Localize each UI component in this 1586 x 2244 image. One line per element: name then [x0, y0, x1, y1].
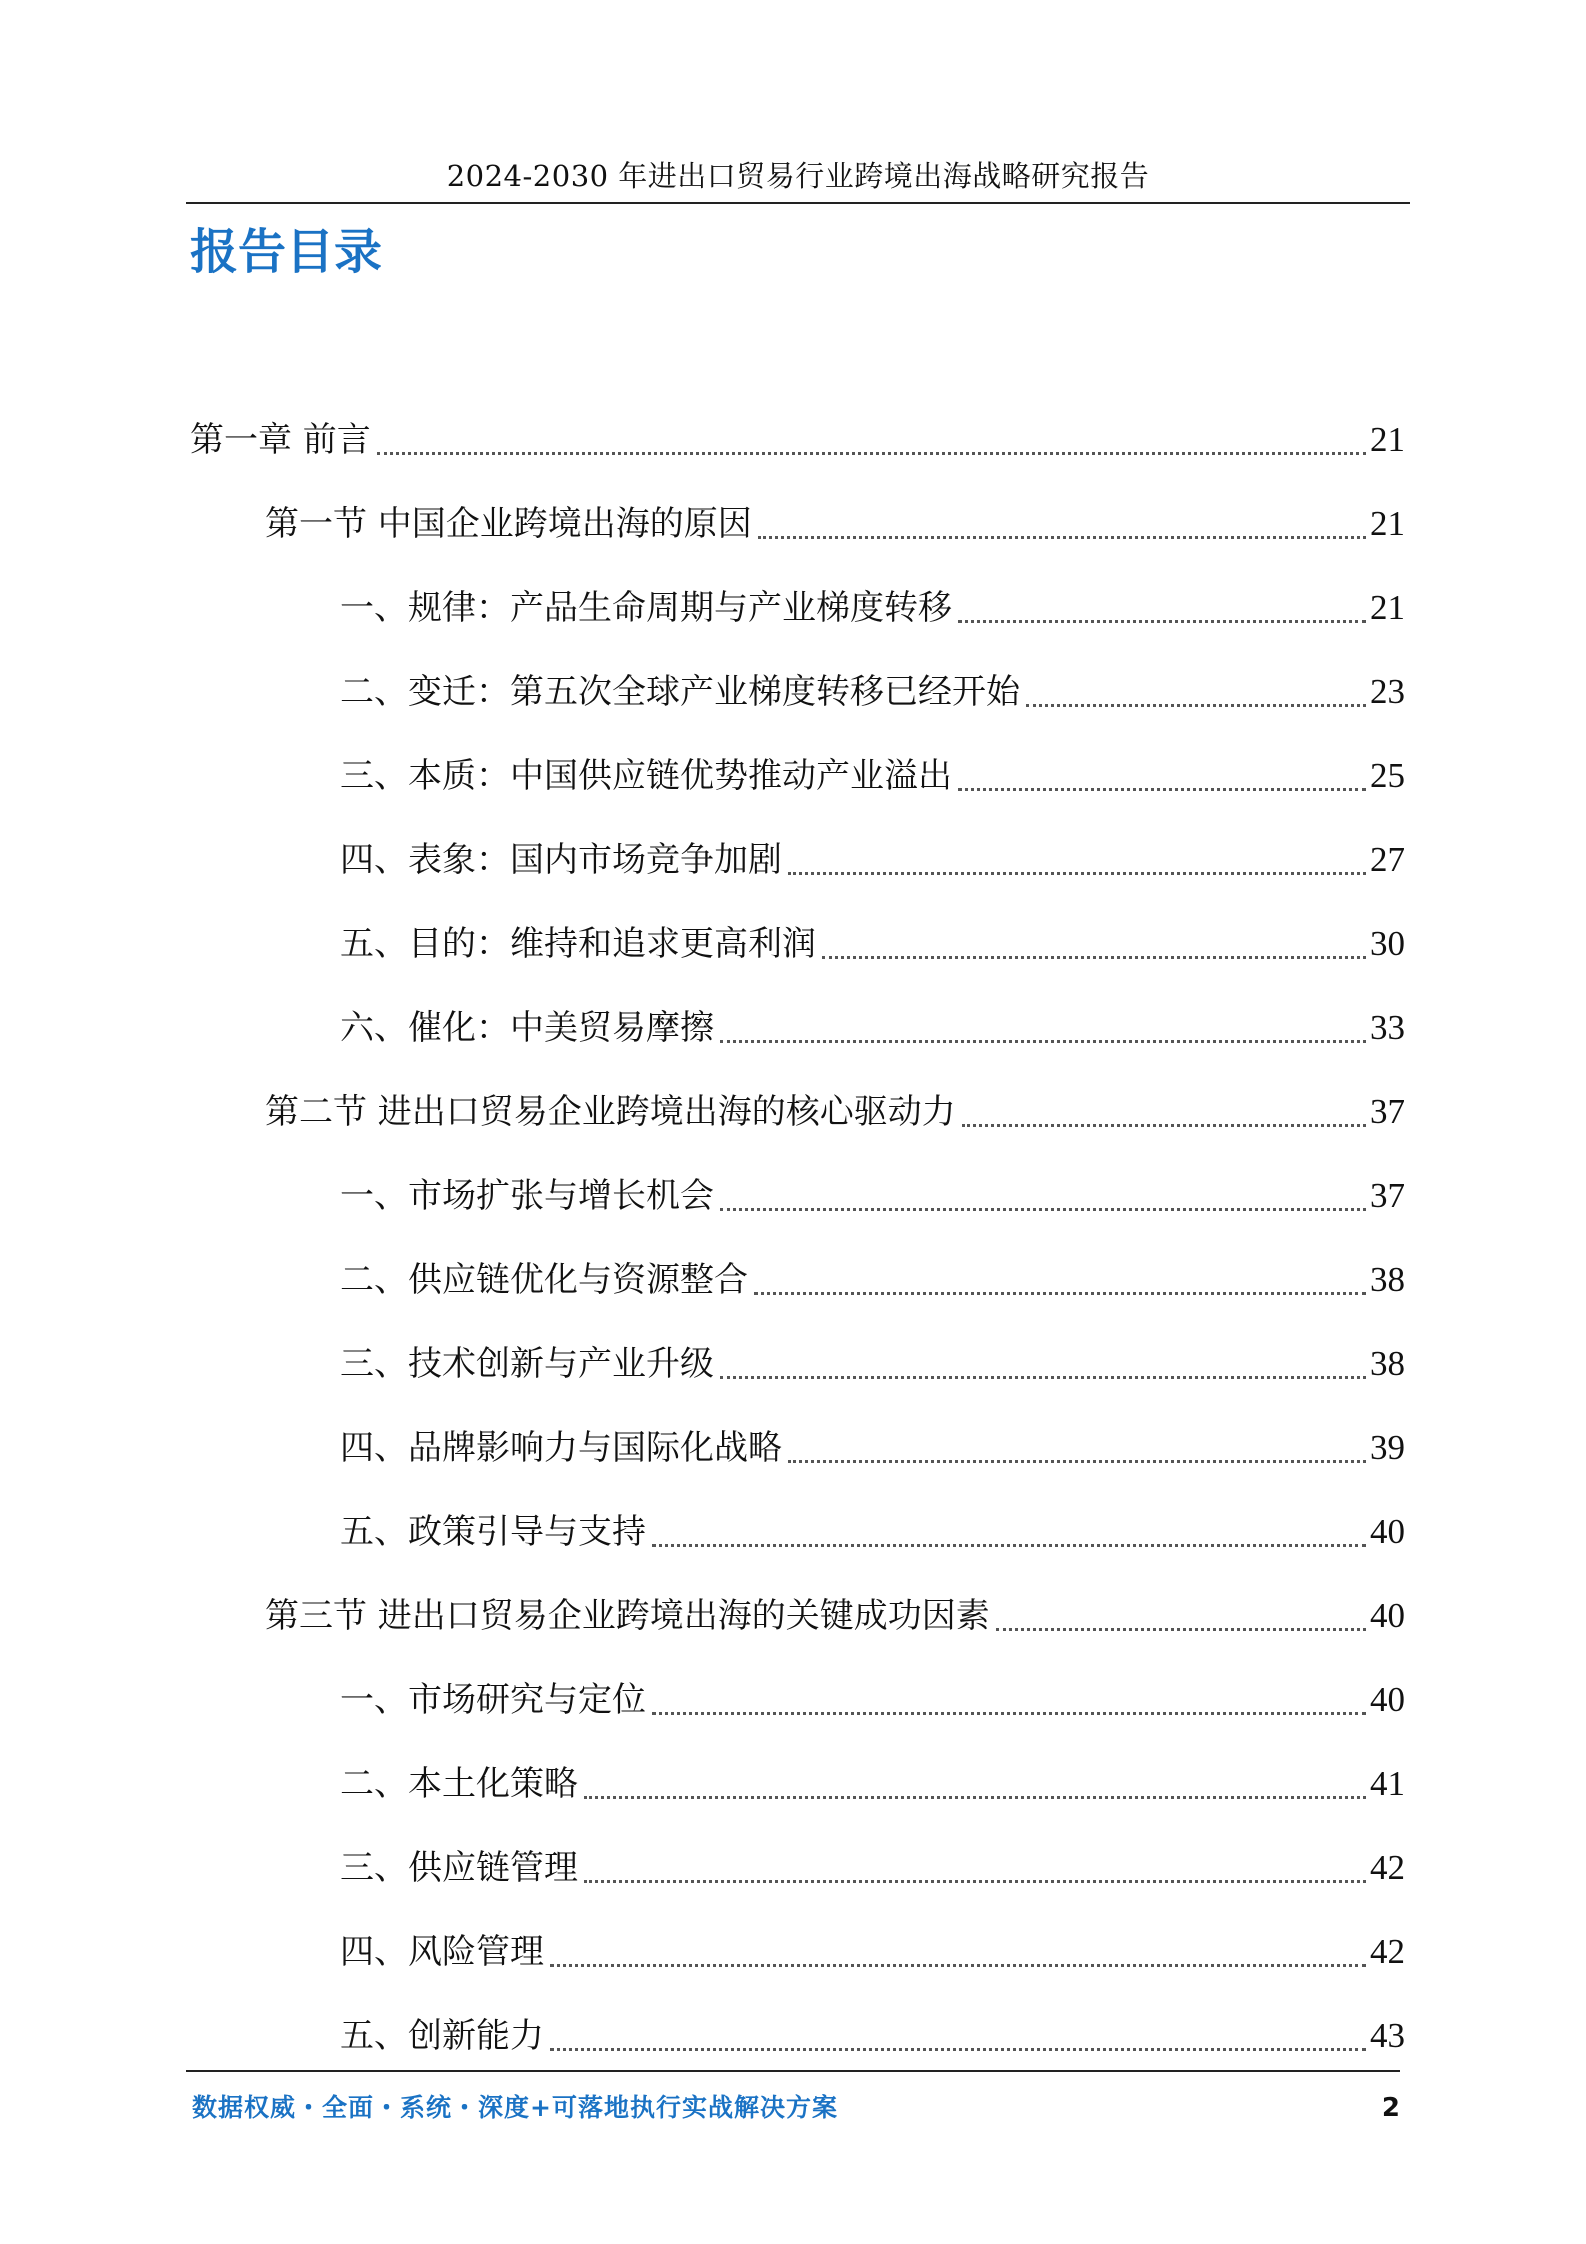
toc-dot-leader — [584, 1796, 1366, 1799]
toc-entry-page: 42 — [1370, 1848, 1405, 1887]
toc-entry-label: 第二节 进出口贸易企业跨境出海的核心驱动力 — [265, 1092, 956, 1132]
toc-entry-label: 四、表象：国内市场竞争加剧 — [340, 840, 782, 880]
toc-entry-label: 一、市场研究与定位 — [340, 1680, 646, 1720]
toc-entry[interactable] — [190, 986, 1405, 1070]
toc-entry-label: 四、风险管理 — [340, 1932, 544, 1972]
toc-entry[interactable] — [190, 1070, 1405, 1154]
toc-entry-page: 21 — [1370, 420, 1405, 459]
running-header — [186, 156, 1410, 204]
toc-entry-page: 21 — [1370, 588, 1405, 627]
toc-entry-label: 六、催化：中美贸易摩擦 — [340, 1008, 714, 1048]
toc-entry[interactable] — [190, 818, 1405, 902]
toc-entry-page: 40 — [1370, 1596, 1405, 1635]
toc-entry[interactable] — [190, 482, 1405, 566]
toc-entry-page: 42 — [1370, 1932, 1405, 1971]
toc-entry-label: 五、政策引导与支持 — [340, 1512, 646, 1552]
table-of-contents — [190, 398, 1405, 2078]
toc-entry[interactable] — [190, 1322, 1405, 1406]
toc-entry-label: 第一节 中国企业跨境出海的原因 — [265, 504, 752, 544]
toc-entry-page: 27 — [1370, 840, 1405, 879]
toc-entry-page: 23 — [1370, 672, 1405, 711]
toc-dot-leader — [550, 2048, 1366, 2051]
toc-dot-leader — [720, 1040, 1366, 1043]
toc-dot-leader — [958, 620, 1366, 623]
toc-entry[interactable] — [190, 1742, 1405, 1826]
toc-entry-label: 三、供应链管理 — [340, 1848, 578, 1888]
toc-dot-leader — [1026, 704, 1366, 707]
toc-entry-label: 二、本土化策略 — [340, 1764, 578, 1804]
toc-entry-label: 一、规律：产品生命周期与产业梯度转移 — [340, 588, 952, 628]
report-title: 2024-2030 年进出口贸易行业跨境出海战略研究报告 — [446, 159, 1150, 193]
toc-entry-label: 第三节 进出口贸易企业跨境出海的关键成功因素 — [265, 1596, 990, 1636]
toc-entry-page: 30 — [1370, 924, 1405, 963]
toc-entry-label: 二、变迁：第五次全球产业梯度转移已经开始 — [340, 672, 1020, 712]
toc-entry[interactable] — [190, 566, 1405, 650]
footer-divider — [186, 2070, 1400, 2072]
toc-entry-page: 33 — [1370, 1008, 1405, 1047]
toc-entry-label: 四、品牌影响力与国际化战略 — [340, 1428, 782, 1468]
toc-entry[interactable] — [190, 1574, 1405, 1658]
toc-entry[interactable] — [190, 1658, 1405, 1742]
toc-entry-page: 39 — [1370, 1428, 1405, 1467]
toc-dot-leader — [754, 1292, 1366, 1295]
page-title: 报告目录 — [190, 224, 383, 280]
toc-entry-label: 三、技术创新与产业升级 — [340, 1344, 714, 1384]
toc-dot-leader — [652, 1712, 1366, 1715]
toc-dot-leader — [652, 1544, 1366, 1547]
toc-dot-leader — [822, 956, 1366, 959]
toc-entry-label: 第一章 前言 — [190, 420, 371, 460]
toc-entry[interactable] — [190, 1994, 1405, 2078]
toc-entry-page: 43 — [1370, 2016, 1405, 2055]
toc-entry-page: 38 — [1370, 1344, 1405, 1383]
footer-slogan: 数据权威・全面・系统・深度+可落地执行实战解决方案 — [192, 2093, 838, 2122]
toc-entry-label: 五、目的：维持和追求更高利润 — [340, 924, 816, 964]
toc-dot-leader — [377, 452, 1366, 455]
toc-entry-page: 37 — [1370, 1092, 1405, 1131]
toc-entry-page: 38 — [1370, 1260, 1405, 1299]
toc-entry[interactable] — [190, 650, 1405, 734]
toc-dot-leader — [720, 1208, 1366, 1211]
toc-entry[interactable] — [190, 1490, 1405, 1574]
toc-entry-page: 37 — [1370, 1176, 1405, 1215]
toc-dot-leader — [720, 1376, 1366, 1379]
toc-entry-label: 二、供应链优化与资源整合 — [340, 1260, 748, 1300]
toc-dot-leader — [962, 1124, 1366, 1127]
toc-entry[interactable] — [190, 1238, 1405, 1322]
toc-entry[interactable] — [190, 1406, 1405, 1490]
toc-entry-page: 21 — [1370, 504, 1405, 543]
toc-entry[interactable] — [190, 1826, 1405, 1910]
toc-dot-leader — [958, 788, 1366, 791]
toc-dot-leader — [788, 872, 1366, 875]
page-number: 2 — [1381, 2093, 1400, 2123]
toc-entry[interactable] — [190, 734, 1405, 818]
toc-entry-page: 41 — [1370, 1764, 1405, 1803]
toc-dot-leader — [584, 1880, 1366, 1883]
toc-entry-label: 三、本质：中国供应链优势推动产业溢出 — [340, 756, 952, 796]
toc-entry-page: 25 — [1370, 756, 1405, 795]
toc-entry-label: 一、市场扩张与增长机会 — [340, 1176, 714, 1216]
toc-entry[interactable] — [190, 398, 1405, 482]
toc-dot-leader — [758, 536, 1366, 539]
toc-dot-leader — [996, 1628, 1366, 1631]
toc-entry[interactable] — [190, 902, 1405, 986]
toc-entry[interactable] — [190, 1154, 1405, 1238]
toc-entry-page: 40 — [1370, 1512, 1405, 1551]
toc-entry-label: 五、创新能力 — [340, 2016, 544, 2056]
toc-dot-leader — [788, 1460, 1366, 1463]
toc-entry[interactable] — [190, 1910, 1405, 1994]
toc-dot-leader — [550, 1964, 1366, 1967]
toc-entry-page: 40 — [1370, 1680, 1405, 1719]
